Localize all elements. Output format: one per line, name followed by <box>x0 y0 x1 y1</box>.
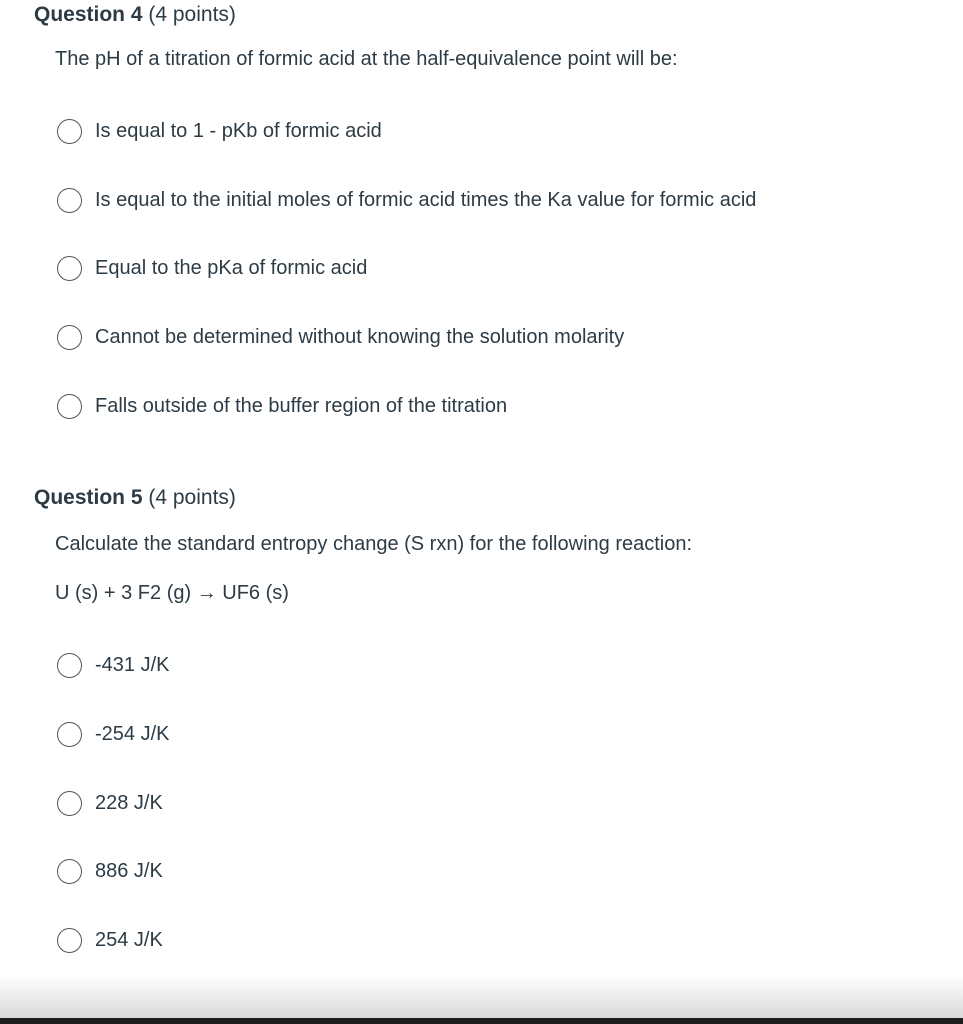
q4-option-1[interactable] <box>57 116 382 146</box>
footer-bar <box>0 1018 963 1024</box>
radio-button[interactable] <box>57 928 82 953</box>
radio-button[interactable] <box>57 325 82 350</box>
q5-option-2[interactable] <box>57 719 169 749</box>
q4-option-3[interactable] <box>57 253 367 283</box>
question-points: (4 points) <box>148 3 236 26</box>
q4-option-2[interactable] <box>57 185 756 215</box>
option-label: Is equal to the initial moles of formic acid times the Ka value for formic acid <box>95 189 757 211</box>
q5-option-4[interactable] <box>57 856 163 886</box>
radio-button[interactable] <box>57 859 82 884</box>
radio-button[interactable] <box>57 188 82 213</box>
radio-button[interactable] <box>57 653 82 678</box>
option-label: -431 J/K <box>95 654 170 676</box>
question-5-prompt: Calculate the standard entropy change (S rxn) for the following reaction: <box>55 533 693 555</box>
q5-option-5[interactable] <box>57 925 163 955</box>
q5-option-3[interactable] <box>57 788 163 818</box>
q5-option-1[interactable] <box>57 650 169 680</box>
radio-button[interactable] <box>57 256 82 281</box>
option-label: Cannot be determined without knowing the solution molarity <box>95 326 625 348</box>
option-label: Is equal to 1 - pKb of formic acid <box>95 120 382 142</box>
option-label: Falls outside of the buffer region of the titration <box>95 395 508 417</box>
question-4-prompt: The pH of a titration of formic acid at the half-equivalence point will be: <box>55 48 678 70</box>
question-points: (4 points) <box>148 486 236 509</box>
radio-button[interactable] <box>57 722 82 747</box>
question-4-heading <box>34 3 236 27</box>
reaction-equation: U (s) + 3 F2 (g) → UF6 (s) <box>55 582 289 604</box>
option-label: 228 J/K <box>95 792 163 814</box>
radio-button[interactable] <box>57 394 82 419</box>
footer-shadow <box>0 975 963 1019</box>
radio-button[interactable] <box>57 119 82 144</box>
option-label: -254 J/K <box>95 723 170 745</box>
q4-option-5[interactable] <box>57 391 507 421</box>
radio-button[interactable] <box>57 791 82 816</box>
question-number: Question 4 <box>34 3 143 26</box>
q4-option-4[interactable] <box>57 322 624 352</box>
question-number: Question 5 <box>34 486 143 509</box>
question-5-heading <box>34 486 236 510</box>
option-label: 886 J/K <box>95 860 163 882</box>
option-label: Equal to the pKa of formic acid <box>95 257 368 279</box>
option-label: 254 J/K <box>95 929 163 951</box>
